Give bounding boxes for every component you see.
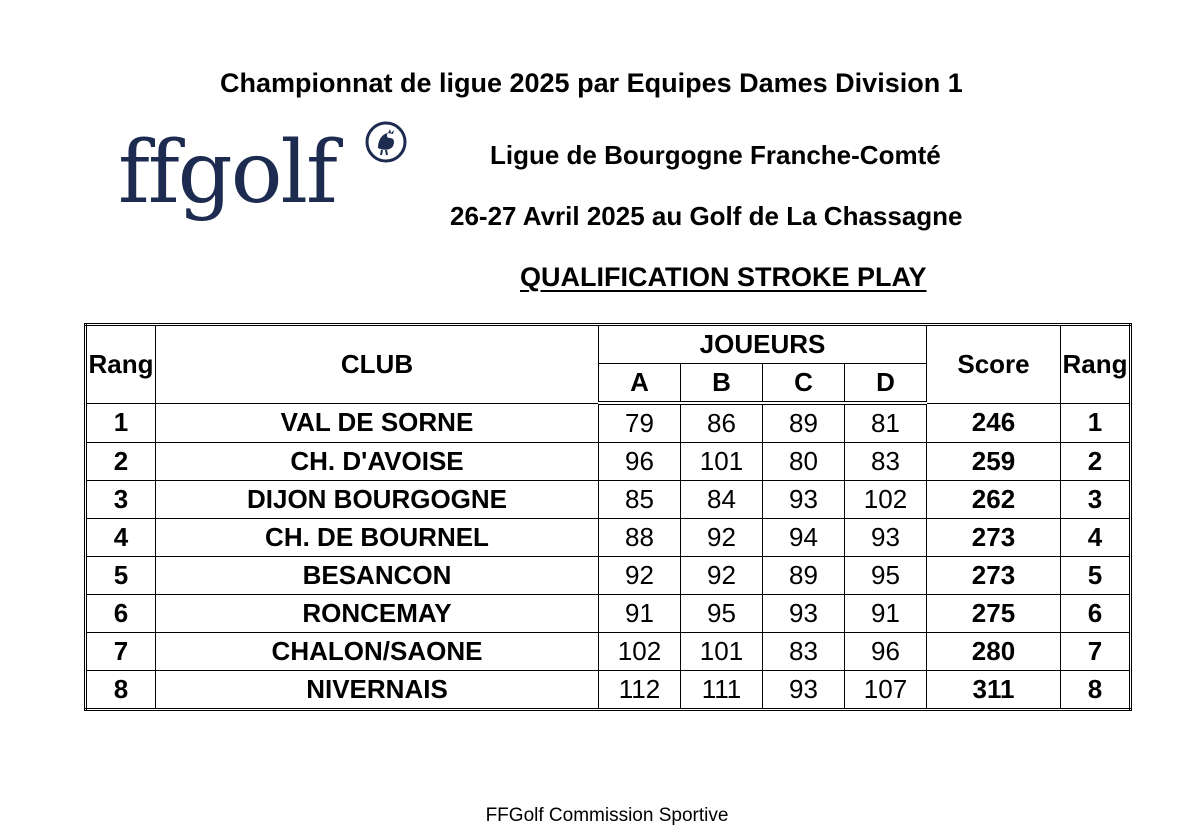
score-a-cell: 91 [599, 595, 681, 633]
score-c-cell: 93 [763, 595, 845, 633]
rank-right-cell: 8 [1061, 671, 1131, 710]
score-b-cell: 86 [681, 403, 763, 443]
player-b-header: B [681, 364, 763, 404]
score-c-cell: 80 [763, 443, 845, 481]
league-name: Ligue de Bourgogne Franche-Comté [490, 140, 941, 170]
score-c-cell: 93 [763, 671, 845, 710]
club-cell: VAL DE SORNE [156, 403, 599, 443]
rank-cell: 1 [86, 403, 156, 443]
table-row [86, 443, 1131, 481]
score-a-cell: 112 [599, 671, 681, 710]
joueurs-header: JOUEURS [599, 325, 927, 364]
score-c-cell: 94 [763, 519, 845, 557]
rank-cell: 4 [86, 519, 156, 557]
score-d-cell: 96 [845, 633, 927, 671]
score-a-cell: 92 [599, 557, 681, 595]
footer-text: FFGolf Commission Sportive [485, 805, 729, 826]
score-d-cell: 95 [845, 557, 927, 595]
total-score-cell: 280 [927, 633, 1061, 671]
rank-right-cell: 2 [1061, 443, 1131, 481]
score-d-cell: 81 [845, 403, 927, 443]
score-header: Score [927, 325, 1061, 404]
score-a-cell: 102 [599, 633, 681, 671]
score-a-cell: 96 [599, 443, 681, 481]
rank-right-cell: 1 [1061, 403, 1131, 443]
section-title: QUALIFICATION STROKE PLAY [520, 262, 927, 292]
score-b-cell: 84 [681, 481, 763, 519]
table-row [86, 481, 1131, 519]
club-cell: BESANCON [156, 557, 599, 595]
club-cell: CHALON/SAONE [156, 633, 599, 671]
total-score-cell: 259 [927, 443, 1061, 481]
table-row [86, 557, 1131, 595]
rank-cell: 5 [86, 557, 156, 595]
total-score-cell: 273 [927, 557, 1061, 595]
rank-right-cell: 6 [1061, 595, 1131, 633]
rank-cell: 3 [86, 481, 156, 519]
table-row [86, 519, 1131, 557]
rank-right-cell: 7 [1061, 633, 1131, 671]
total-score-cell: 262 [927, 481, 1061, 519]
player-d-header: D [845, 364, 927, 404]
club-header: CLUB [156, 325, 599, 404]
score-d-cell: 91 [845, 595, 927, 633]
rooster-icon [364, 120, 408, 164]
rank-right-cell: 3 [1061, 481, 1131, 519]
rang-header-right: Rang [1061, 325, 1131, 404]
score-a-cell: 85 [599, 481, 681, 519]
club-cell: CH. DE BOURNEL [156, 519, 599, 557]
score-c-cell: 89 [763, 403, 845, 443]
score-b-cell: 101 [681, 443, 763, 481]
rank-cell: 6 [86, 595, 156, 633]
score-c-cell: 93 [763, 481, 845, 519]
score-b-cell: 101 [681, 633, 763, 671]
score-d-cell: 93 [845, 519, 927, 557]
total-score-cell: 311 [927, 671, 1061, 710]
total-score-cell: 275 [927, 595, 1061, 633]
club-cell: RONCEMAY [156, 595, 599, 633]
total-score-cell: 273 [927, 519, 1061, 557]
results-table [84, 323, 1132, 711]
table-row [86, 671, 1131, 710]
club-cell: DIJON BOURGOGNE [156, 481, 599, 519]
score-d-cell: 102 [845, 481, 927, 519]
player-c-header: C [763, 364, 845, 404]
ffgolf-logo [118, 120, 408, 245]
rank-right-cell: 4 [1061, 519, 1131, 557]
score-d-cell: 107 [845, 671, 927, 710]
footer [0, 805, 1200, 827]
rank-cell: 8 [86, 671, 156, 710]
score-a-cell: 79 [599, 403, 681, 443]
rank-right-cell: 5 [1061, 557, 1131, 595]
table-row [86, 595, 1131, 633]
event-date-venue: 26-27 Avril 2025 au Golf de La Chassagne [450, 201, 963, 231]
score-d-cell: 83 [845, 443, 927, 481]
championship-title: Championnat de ligue 2025 par Equipes Dames Division 1 [220, 68, 963, 98]
table-row [86, 403, 1131, 443]
club-cell: NIVERNAIS [156, 671, 599, 710]
club-cell: CH. D'AVOISE [156, 443, 599, 481]
score-b-cell: 95 [681, 595, 763, 633]
logo-text: ffgolf [118, 123, 336, 223]
score-a-cell: 88 [599, 519, 681, 557]
rank-cell: 2 [86, 443, 156, 481]
total-score-cell: 246 [927, 403, 1061, 443]
table-row [86, 633, 1131, 671]
score-b-cell: 111 [681, 671, 763, 710]
score-b-cell: 92 [681, 557, 763, 595]
score-c-cell: 83 [763, 633, 845, 671]
player-a-header: A [599, 364, 681, 404]
rank-cell: 7 [86, 633, 156, 671]
rang-header: Rang [86, 325, 156, 404]
score-b-cell: 92 [681, 519, 763, 557]
score-c-cell: 89 [763, 557, 845, 595]
